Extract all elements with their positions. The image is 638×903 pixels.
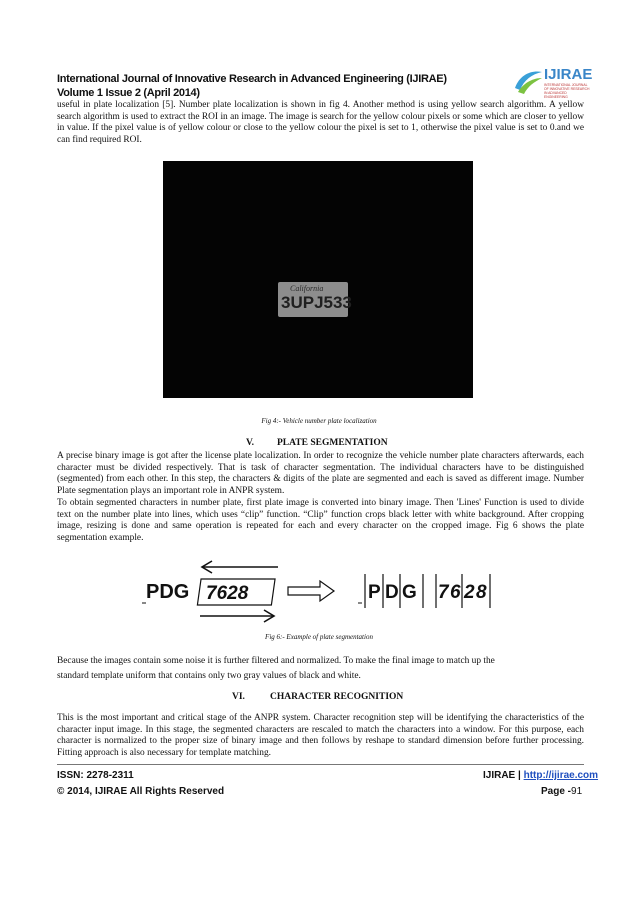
- section-6-paragraph: This is the most important and critical stage of the ANPR system. Character recognition step will be identifying the characteristics of the character input image. In this stage, the segmented characters are rescaled to match the characters into a window. For this purpose, each character is normalized to the proper size of binary image and then follows by reshape to standard dimension before further processing. Fitting approach is also necessary for template matching.: [57, 713, 584, 759]
- footer-divider: [57, 764, 584, 765]
- section-5-number: V.: [246, 438, 255, 448]
- footer-page-number: 91: [571, 786, 583, 797]
- right-arrow-icon: [200, 610, 274, 622]
- figure-6-caption: Fig 6:- Example of plate segmentation: [265, 633, 373, 641]
- footer-issn: ISSN: 2278-2311: [57, 770, 134, 781]
- journal-volume: Volume 1 Issue 2 (April 2014): [57, 87, 200, 99]
- noise-paragraph-line-1: Because the images contain some noise it is further filtered and normalized. To make the final image to match up the: [57, 656, 495, 666]
- journal-header: [57, 72, 447, 100]
- segmented-char: 2: [464, 582, 475, 603]
- footer-site-label: IJIRAE |: [483, 770, 524, 781]
- footer-copyright: © 2014, IJIRAE All Rights Reserved: [57, 786, 225, 797]
- figure-4-image: [163, 161, 473, 398]
- segmented-char: 7: [438, 582, 449, 603]
- noise-paragraph-line-2: standard template uniform that contains only two gray values of black and white.: [57, 671, 361, 681]
- section-5-paragraph-2: To obtain segmented characters in number plate, first plate image is converted into binary image. Then 'Lines' Function is used to divide text on the number plate into lines, which uses “clip” function. “Clip” function crops black letter with white background. After cropping image, resizing is done and same operation is repeated for each and every character on the cropped image. Fig 6 shows the plate segmentation example.: [57, 498, 584, 544]
- footer-site-link[interactable]: http://ijirae.com: [523, 770, 599, 781]
- plate-number-text: 3UPJ533: [281, 293, 352, 312]
- figure-4-caption: Fig 4:- Vehicle number plate localization: [261, 417, 377, 425]
- section-6-title: CHARACTER RECOGNITION: [270, 692, 404, 702]
- logo-swoosh-icon: [512, 66, 544, 96]
- footer-site: [483, 770, 598, 781]
- segmented-char: G: [402, 582, 417, 603]
- journal-title: International Journal of Innovative Research in Advanced Engineering (IJIRAE): [57, 73, 447, 85]
- hollow-arrow-icon: [288, 581, 334, 601]
- segmented-char: D: [385, 582, 399, 603]
- segmented-char: P: [368, 582, 381, 603]
- logo-text: IJIRAE: [544, 66, 593, 83]
- logo-subtext: INTERNATIONAL JOURNAL OF INNOVATIVE RESEARCH IN ADVANCED ENGINEERING: [544, 83, 590, 99]
- section-6-number: VI.: [232, 692, 245, 702]
- plate-letters-text: PDG: [146, 581, 190, 603]
- footer-page-label: Page -: [541, 786, 572, 797]
- left-arrow-icon: [202, 561, 278, 573]
- license-plate: [278, 282, 352, 317]
- journal-logo: [512, 66, 592, 100]
- plate-digits-text: 7628: [206, 583, 249, 604]
- figure-6-image: [140, 558, 510, 628]
- segmented-char: 6: [450, 582, 461, 603]
- segmented-characters: [365, 574, 490, 608]
- footer-page: [541, 786, 582, 797]
- section-5-paragraph-1: A precise binary image is got after the license plate localization. In order to recognize the vehicle number plate characters afterwards, each character must be divided respectively. That is task of character segmentation. The individual characters have to be distinguished (segmented) from each other. In this step, the characters & digits of the plate are segmented and each is saved as different image. Number Plate segmentation plays an important role in ANPR system.: [57, 451, 584, 497]
- intro-paragraph: useful in plate localization [5]. Number plate localization is shown in fig 4. Another method is using yellow search algorithm. A yellow search algorithm is used to extract the ROI in an image. The image is search for the yellow colour pixels or some which are closer to yellow in value. If the pixel value is of yellow colour or close to the yellow colour the pixel is set to 1, otherwise the pixel value is set to 0.and we can find required ROI.: [57, 100, 584, 146]
- plate-state-text: California: [290, 284, 324, 293]
- segmented-char: 8: [476, 582, 487, 603]
- section-5-title: PLATE SEGMENTATION: [277, 438, 388, 448]
